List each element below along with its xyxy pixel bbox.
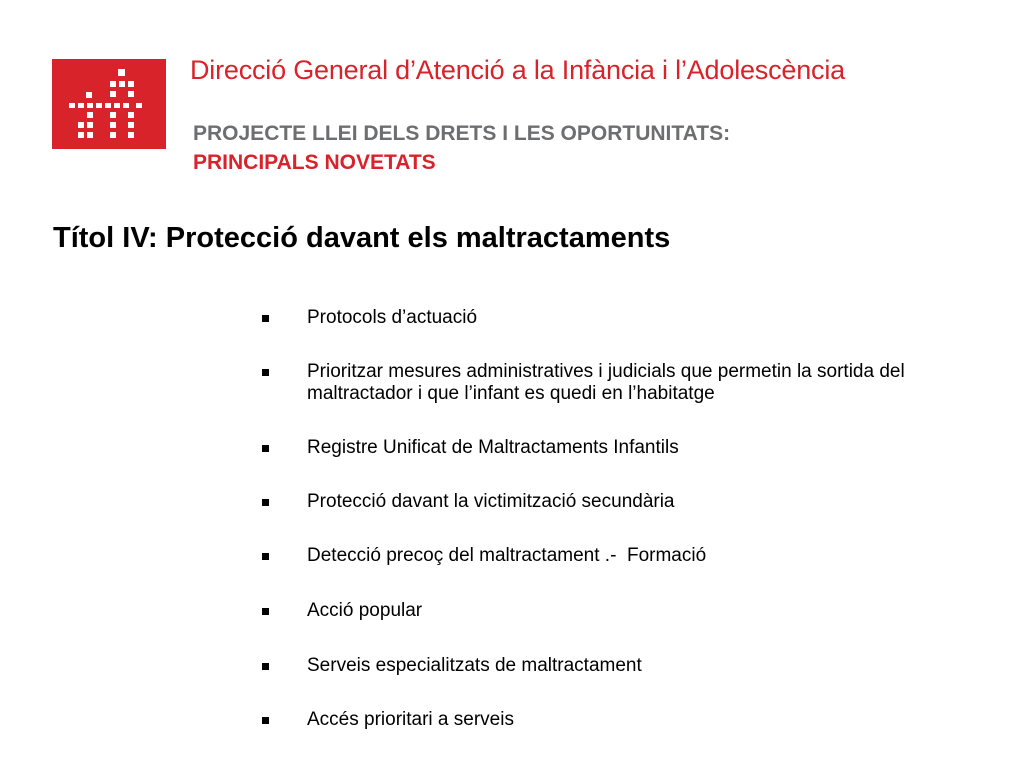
- list-item-text: Accés prioritari a serveis: [307, 709, 514, 730]
- list-item-text: Detecció precoç del maltractament .- Formació: [307, 545, 707, 566]
- list-item-text: Serveis especialitzats de maltractament: [307, 655, 642, 676]
- section-title: Títol IV: Protecció davant els maltractaments: [53, 222, 671, 254]
- project-subtitle: PRINCIPALS NOVETATS: [193, 151, 436, 174]
- organization-title: Direcció General d’Atenció a la Infància i l’Adolescència: [190, 55, 845, 85]
- bullet-square-icon: [262, 553, 269, 560]
- bullet-square-icon: [262, 608, 269, 615]
- bullet-square-icon: [262, 717, 269, 724]
- bullet-square-icon: [262, 663, 269, 670]
- list-item-text: Registre Unificat de Maltractaments Infantils: [307, 437, 679, 458]
- bullet-square-icon: [262, 499, 269, 506]
- list-item-text: Protocols d’actuació: [307, 307, 478, 328]
- list-item-text: Protecció davant la victimització secundària: [307, 491, 675, 512]
- list-item-text: Acció popular: [307, 600, 423, 621]
- bullet-square-icon: [262, 445, 269, 452]
- list-item-text: Prioritzar mesures administratives i judicials que permetin la sortida del maltractador i que l’infant es quedi en l’habitatge: [307, 361, 905, 404]
- project-title: PROJECTE LLEI DELS DRETS I LES OPORTUNITATS:: [193, 122, 731, 145]
- bullet-square-icon: [262, 315, 269, 322]
- bullet-square-icon: [262, 369, 269, 376]
